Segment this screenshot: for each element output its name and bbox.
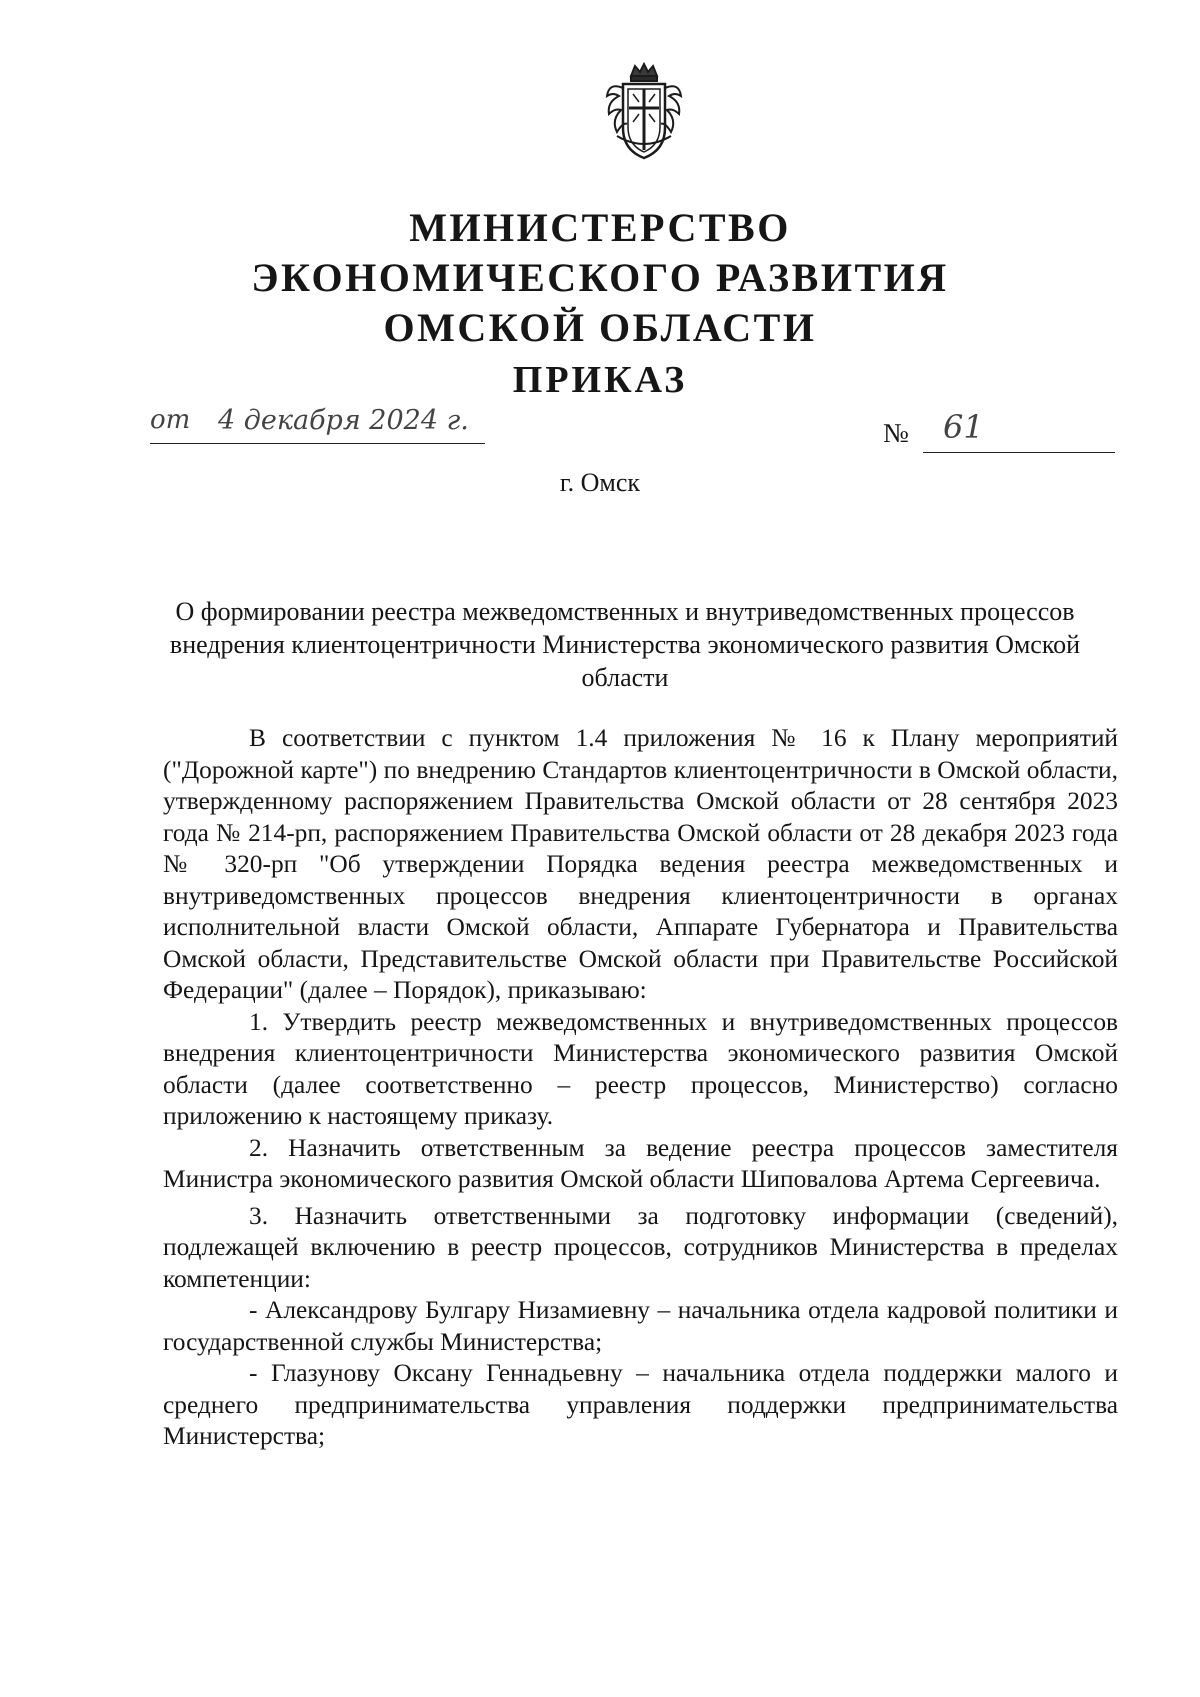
order-date: 4 декабря 2024 г. [218,405,469,436]
ministry-name-line-3: ОМСКОЙ ОБЛАСТИ [383,305,817,350]
order-subject: О формировании реестра межведомственных и внутриведомственных процессов внедрения клиентоцентричности Министерства экономического развития Омской области [169,597,1081,692]
ministry-name-line-1: МИНИСТЕРСТВО [409,205,791,250]
order-number-field [883,408,1115,452]
order-number: 61 [943,408,984,446]
item-1-paragraph: 1. Утвердить реестр межведомственных и внутриведомственных процессов внедрения клиентоцентричности Министерства экономического развития Омской области (далее соответственно – реестр процессов, Министерство) согласно приложению к настоящему приказу. [163,1007,1118,1130]
preamble-paragraph: В соответствии с пунктом 1.4 приложения № 16 к Плану мероприятий ("Дорожной карте") по внедрению Стандартов клиентоцентричности в Омской области, утвержденному распоряжением Правительства Омской области от 28 сентября 2023 года № 214-рп, распоряжением Правительства Омской области от 28 декабря 2023 года № 320-рп "Об утверждении Порядка ведения реестра межведомственных и внутриведомственных процессов внедрения клиентоцентричности в органах исполнительной власти Омской области, Аппарате Губернатора и Правительства Омской области, Представительстве Омской области при Правительстве Российской Федерации" (далее – Порядок), приказываю: [163,724,1118,1004]
document-type-title: ПРИКАЗ [512,359,688,401]
item-3-2-paragraph: - Глазунову Оксану Геннадьевну – начальника отдела поддержки малого и среднего предпринимательства управления поддержки предпринимательства Министерства; [163,1359,1118,1450]
item-3-paragraph: 3. Назначить ответственными за подготовку информации (сведений), подлежащей включению в реестр процессов, сотрудников Министерства в пределах компетенции: [163,1201,1118,1293]
order-body [163,723,1118,1453]
date-prefix: от [150,405,191,435]
number-sign: № [883,418,909,448]
number-underline [923,408,1115,453]
item-2-paragraph: 2. Назначить ответственным за ведение реестра процессов заместителя Министра экономического развития Омской области Шиповалова Артема Сергеевича. [163,1133,1118,1193]
coat-of-arms-icon [601,62,687,164]
ministry-name-line-2: ЭКОНОМИЧЕСКОГО РАЗВИТИЯ [251,255,949,300]
city: г. Омск [559,468,641,497]
order-date-field [150,403,485,444]
item-3-1-paragraph: - Александрову Булгару Низамиевну – начальника отдела кадровой политики и государственной службы Министерства; [163,1296,1118,1356]
